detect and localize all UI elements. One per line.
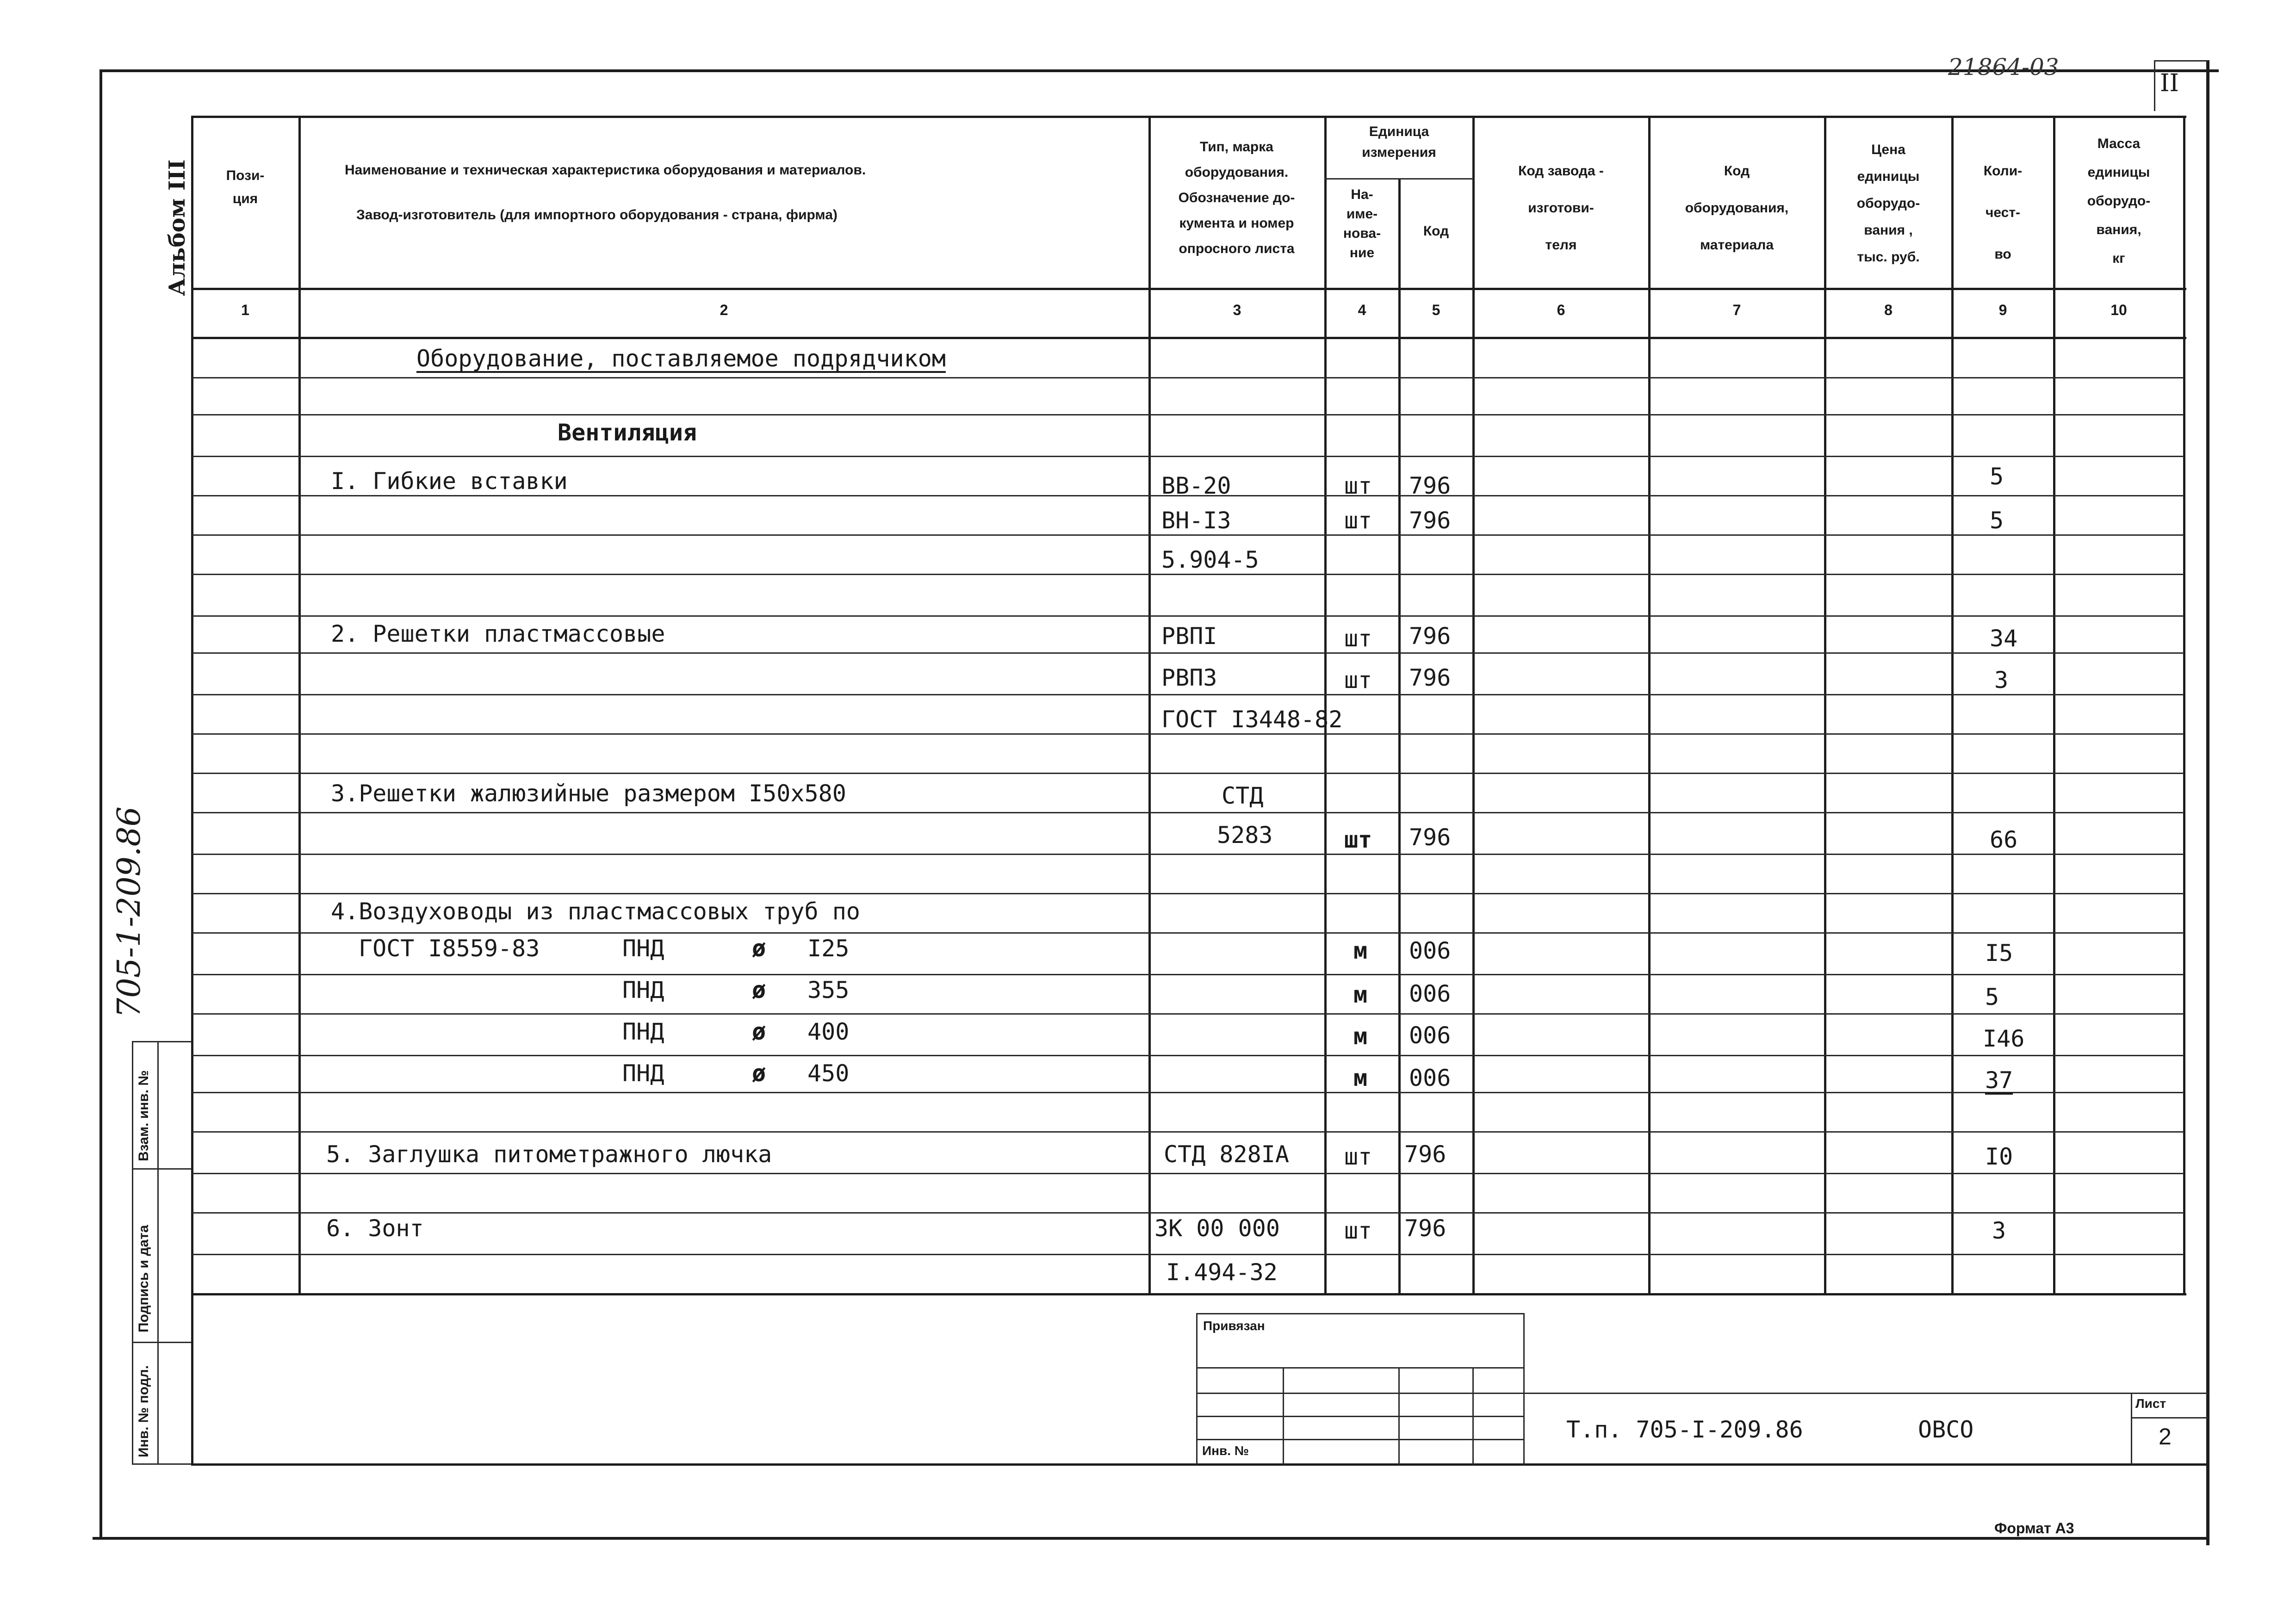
item-unit: м [1353,1023,1368,1050]
header-factory-code: Код завода - изготови- теля [1518,163,1604,253]
item-unit: шт [1344,1143,1372,1170]
item-name: 3.Решетки жалюзийные размером I50х580 [331,780,846,807]
item-code: 796 [1409,664,1451,691]
header-unit-name: На- име- нова- ние [1343,187,1381,260]
item-qty: I46 [1983,1025,2025,1052]
stamp-vzam: Взам. инв. № [136,1070,151,1161]
header-unit-code: Код [1423,223,1449,239]
document-code: ОВСО [1918,1416,1974,1443]
col-number: 7 [1732,302,1741,318]
col-number: 8 [1884,302,1893,318]
stamp-inv-no: Инв. № [1202,1443,1249,1458]
item-type: СТД 828IА [1164,1141,1289,1168]
sheet-corner-number: II [2160,69,2179,97]
item-type: РВПЗ [1161,664,1217,691]
header-equipment-code: Код оборудования, материала [1685,163,1789,253]
item-qty: 5 [1985,984,1999,1010]
col-number: 3 [1233,302,1241,318]
item-name: 400 [807,1018,850,1045]
item-unit: шт [1344,667,1372,694]
item-unit: м [1353,1065,1368,1091]
col-number: 6 [1557,302,1565,318]
item-unit: шт [1344,826,1372,853]
item-unit: м [1353,981,1368,1008]
item-code: 796 [1409,623,1451,650]
item-code: 006 [1409,1022,1451,1049]
item-qty: 3 [1992,1217,2006,1244]
item-name: ПНД [622,977,664,1004]
frame-bottom [93,1537,2208,1540]
col-number: 2 [720,302,728,318]
item-unit: м [1353,937,1368,964]
diameter-icon: ø [752,1018,766,1045]
frame-right [2206,60,2209,1545]
item-name: 2. Решетки пластмассовые [331,620,665,647]
item-name: ПНД [622,1018,664,1045]
item-name: 4.Воздуховоды из пластмассовых труб по [331,898,860,925]
item-qty: I5 [1985,940,2013,966]
format-label: Формат А3 [1994,1520,2074,1536]
item-name: ПНД [622,1060,664,1087]
item-name: I. Гибкие вставки [331,468,568,495]
item-type: ГОСТ I3448-82 [1161,706,1343,733]
item-type: ЗК 00 000 [1154,1215,1280,1242]
diameter-icon: ø [752,1060,766,1087]
col-number: 1 [241,302,249,318]
album-label: Альбом III [164,159,190,296]
item-qty: I0 [1985,1143,2013,1170]
item-code: 796 [1404,1141,1446,1168]
header-type: Тип, марка оборудования. Обозначение до- кумента и номер опросного листа [1178,139,1295,256]
header-position: Пози- ция [226,168,265,206]
item-qty: 5 [1990,507,2004,534]
item-name: 450 [807,1060,850,1087]
subsection-heading: Вентиляция [558,419,697,446]
item-type: СТД [1222,782,1264,809]
item-type: I.494-32 [1166,1259,1278,1286]
item-qty: 66 [1990,826,2018,853]
sheet-label: Лист [2135,1396,2166,1411]
item-code: 796 [1404,1215,1446,1242]
diameter-icon: ø [752,935,766,962]
col-number: 4 [1358,302,1366,318]
diameter-icon: ø [752,977,766,1004]
item-qty: 34 [1990,625,2018,652]
header-unit-group: Единица измерения [1362,124,1436,160]
item-name: ПНД [622,935,664,962]
stamp-podpis: Подпись и дата [136,1225,151,1332]
item-code: 796 [1409,824,1451,851]
sheet-number: 2 [2159,1424,2172,1450]
frame-top [99,69,2219,72]
item-name: I25 [807,935,850,962]
side-project-code: 705-1-209.86 [111,806,148,1018]
item-name: ГОСТ I8559-83 [359,935,540,962]
project-title: Т.п. 705-I-209.86 [1566,1416,1803,1443]
item-name: 355 [807,977,850,1004]
col-number: 9 [1998,302,2007,318]
header-price: Цена единицы оборудо- вания , тыс. руб. [1856,142,1920,265]
stamp-inv-podl: Инв. № подл. [136,1365,151,1457]
item-name: 6. Зонт [326,1215,424,1242]
header-mass: Масса единицы оборудо- вания, кг [2087,136,2151,266]
item-unit: шт [1344,1217,1372,1244]
item-type: ВН-I3 [1161,507,1231,534]
document-number: 21864-03 [1948,54,2059,81]
item-code: 006 [1409,1065,1451,1091]
header-name-line2: Завод-изготовитель (для импортного оборудования - страна, фирма) [356,207,838,223]
item-code: 006 [1409,937,1451,964]
col-number: 5 [1432,302,1440,318]
item-type: 5283 [1217,822,1273,849]
frame-left [99,69,102,1540]
item-qty: 5 [1990,463,2004,490]
section-heading: Оборудование, поставляемое подрядчиком [416,345,946,372]
item-type: 5.904-5 [1161,546,1259,573]
item-unit: шт [1344,625,1372,652]
item-qty: 37 [1985,1067,2013,1094]
stamp-privyazan: Привязан [1203,1319,1265,1333]
item-code: 796 [1409,472,1451,499]
item-unit: шт [1344,472,1372,499]
item-unit: шт [1344,507,1372,534]
item-name: 5. Заглушка питометражного лючка [326,1141,772,1168]
item-type: ВВ-20 [1161,472,1231,499]
item-qty: 3 [1994,667,2009,694]
item-code: 006 [1409,980,1451,1007]
col-number: 10 [2110,302,2127,318]
header-quantity: Коли- чест- во [1983,163,2023,262]
header-name-line1: Наименование и техническая характеристика оборудования и материалов. [345,162,866,178]
item-code: 796 [1409,507,1451,534]
item-type: РВПI [1161,623,1217,650]
